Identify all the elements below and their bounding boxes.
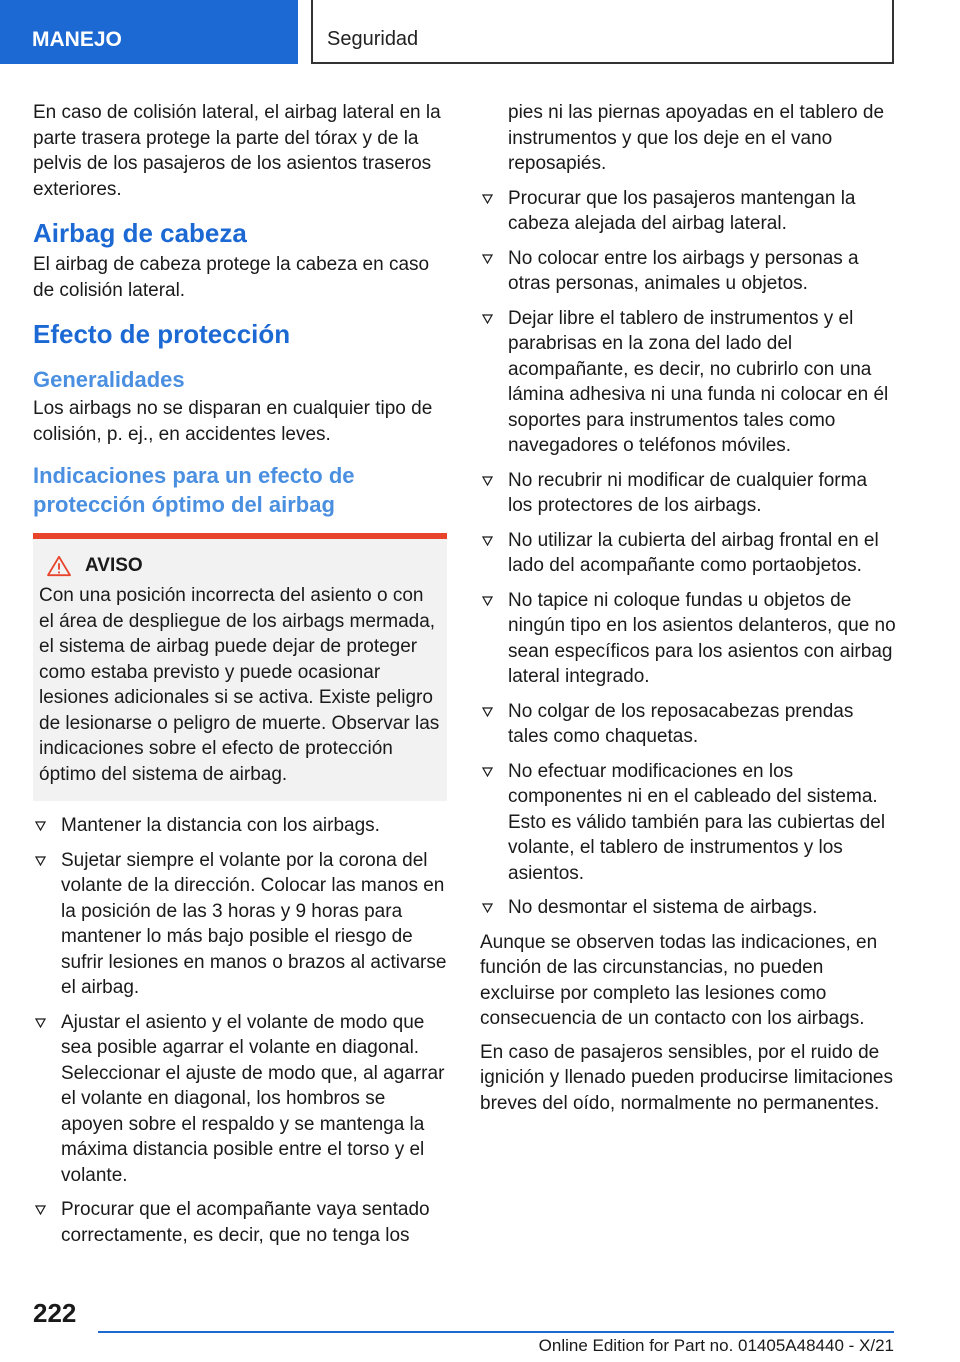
list-item bbox=[480, 588, 896, 690]
list-item-text: Procurar que el acompañante vaya sentado correctamente, es decir, que no tenga los bbox=[61, 1199, 430, 1246]
triangle-bullet-icon bbox=[35, 856, 46, 866]
chapter-tab: MANEJO bbox=[0, 0, 298, 64]
triangle-bullet-icon bbox=[482, 314, 493, 324]
list-item-text: No efectuar modificaciones en los componentes ni en el cableado del sistema. Esto es válido también para las cubiertas del volante, el tablero de instrumentos y los asientos. bbox=[508, 760, 886, 884]
general-paragraph: Los airbags no se disparan en cualquier tipo de colisión, p. ej., en accidentes leves. bbox=[33, 398, 433, 445]
warning-title-text: AVISO bbox=[85, 555, 143, 576]
warning-title bbox=[39, 555, 441, 577]
section-title: Seguridad bbox=[311, 0, 894, 64]
triangle-bullet-icon bbox=[35, 1018, 46, 1028]
list-item-text: Mantener la distancia con los airbags. bbox=[61, 815, 380, 836]
list-item bbox=[33, 1197, 447, 1248]
triangle-bullet-icon bbox=[482, 767, 493, 777]
list-item-text: No utilizar la cubierta del airbag frontal en el lado del acompañante como portaobjetos. bbox=[508, 529, 879, 576]
closing-paragraph-1: Aunque se observen todas las indicaciones, en función de las circunstancias, no pueden excluirse por completo las lesiones como consecuencia de un contacto con los airbags. bbox=[480, 931, 878, 1029]
list-item bbox=[480, 246, 896, 297]
list-item-text: No tapice ni coloque fundas u objetos de ningún tipo en los asientos delanteros, que no sean específicos para los asientos con airbag lateral integrado. bbox=[508, 589, 896, 687]
list-item bbox=[480, 306, 896, 459]
list-item bbox=[33, 813, 447, 839]
triangle-bullet-icon bbox=[35, 821, 46, 831]
heading-protection: Efecto de protección bbox=[33, 319, 291, 349]
list-item-text: Ajustar el asiento y el volante de modo que sea posible agarrar el volante en diagonal. Seleccionar el ajuste de modo que, al agarrar el volante en diagonal, los hombros se apoyen sobre el respaldo y se mantenga la máxima distancia posible entre el torso y el volante. bbox=[61, 1011, 445, 1186]
list-item bbox=[480, 759, 896, 887]
page-number: 222 bbox=[33, 1298, 77, 1328]
triangle-bullet-icon bbox=[482, 254, 493, 264]
right-column bbox=[480, 100, 896, 1124]
bullet-list-right bbox=[480, 186, 896, 921]
triangle-bullet-icon bbox=[482, 194, 493, 204]
list-item-text: No recubrir ni modificar de cualquier forma los protectores de los airbags. bbox=[508, 469, 868, 516]
warning-text: Con una posición incorrecta del asiento o con el área de despliegue de los airbags mermada, el sistema de airbag puede dejar de proteger como estaba previsto y puede ocasionar lesiones adicionales si se activa. Existe peligro de lesionarse o peligro de muerte. Observar las indicaciones sobre el efecto de protección óptimo del sistema de airbag. bbox=[39, 585, 440, 785]
head-airbag-paragraph: El airbag de cabeza protege la cabeza en caso de colisión lateral. bbox=[33, 254, 430, 301]
warning-triangle-icon bbox=[45, 555, 73, 577]
heading-head-airbag: Airbag de cabeza bbox=[33, 218, 247, 248]
triangle-bullet-icon bbox=[482, 903, 493, 913]
warning-box bbox=[33, 533, 447, 801]
list-item-text: No desmontar el sistema de airbags. bbox=[508, 897, 818, 918]
list-item bbox=[480, 186, 896, 237]
closing-paragraph-2: En caso de pasajeros sensibles, por el ruido de ignición y llenado pueden producirse limitaciones breves del oído, normalmente no permanentes. bbox=[480, 1041, 893, 1114]
list-item bbox=[480, 468, 896, 519]
bullet-list-left bbox=[33, 813, 447, 1248]
triangle-bullet-icon bbox=[482, 707, 493, 717]
heading-general: Generalidades bbox=[33, 367, 185, 392]
list-item-text: Sujetar siempre el volante por la corona del volante de la dirección. Colocar las manos en la posición de las 3 horas y 9 horas para mantener lo más bajo posible el riesgo de sufrir lesiones en manos o brazos al activarse el airbag. bbox=[61, 849, 447, 998]
list-item bbox=[33, 1010, 447, 1189]
footer-edition: Online Edition for Part no. 01405A48440 - X/21 bbox=[538, 1336, 894, 1355]
triangle-bullet-icon bbox=[482, 536, 493, 546]
triangle-bullet-icon bbox=[482, 476, 493, 486]
triangle-bullet-icon bbox=[482, 596, 493, 606]
list-item-text: No colgar de los reposacabezas prendas tales como chaquetas. bbox=[508, 700, 854, 747]
list-item-text: Procurar que los pasajeros mantengan la cabeza alejada del airbag lateral. bbox=[508, 187, 856, 234]
list-item bbox=[480, 528, 896, 579]
footer-divider bbox=[98, 1331, 894, 1333]
list-item bbox=[480, 699, 896, 750]
left-column bbox=[33, 100, 447, 1257]
list-item bbox=[33, 848, 447, 1001]
list-item-text: No colocar entre los airbags y personas a otras personas, animales u objetos. bbox=[508, 247, 859, 294]
list-item bbox=[480, 895, 896, 921]
list-item-text: Dejar libre el tablero de instrumentos y el parabrisas en la zona del lado del acompañante, es decir, no cubrirlo con una lámina adhesiva ni una funda ni colocar en él soportes para instrumentos tales como navegadores o teléfonos móviles. bbox=[508, 307, 889, 456]
intro-paragraph: En caso de colisión lateral, el airbag lateral en la parte trasera protege la parte del tórax y de la pelvis de los pasajeros de los asientos traseros exteriores. bbox=[33, 102, 441, 200]
heading-indications: Indicaciones para un efecto de protección óptimo del airbag bbox=[33, 463, 355, 517]
list-item-continuation: pies ni las piernas apoyadas en el tablero de instrumentos y que los deje en el vano reposapiés. bbox=[508, 102, 885, 174]
triangle-bullet-icon bbox=[35, 1205, 46, 1215]
